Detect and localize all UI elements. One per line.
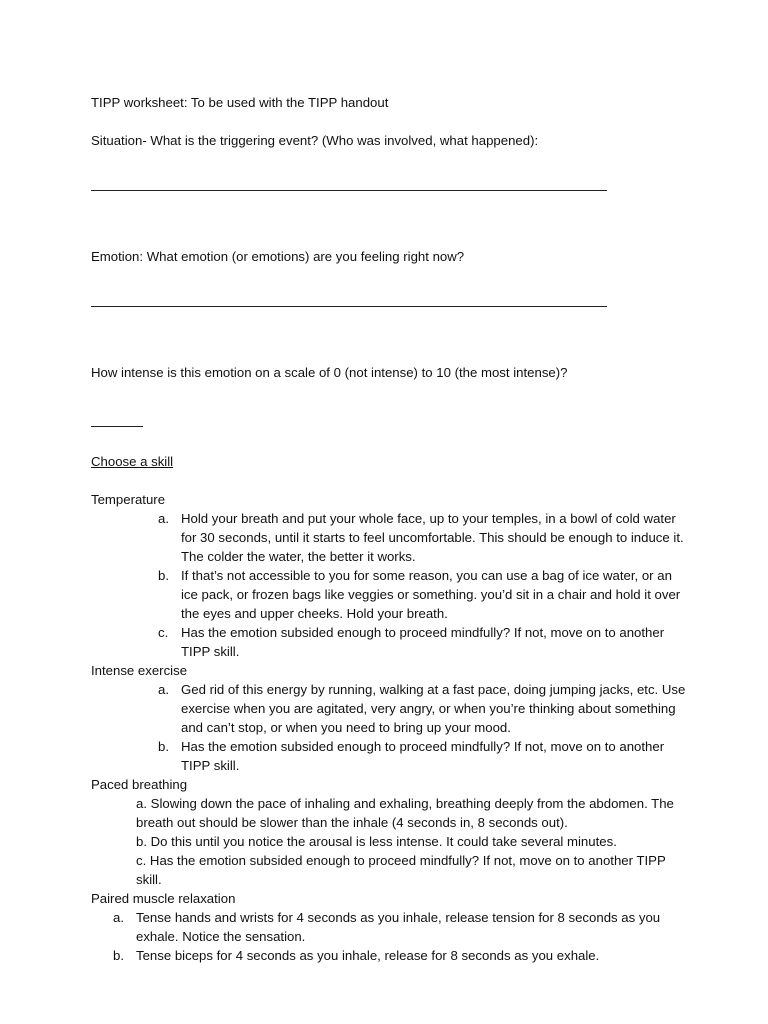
list-item [91,680,691,737]
list-item-text: Has the emotion subsided enough to proceed mindfully? If not, move on to another TIPP skill. [181,739,665,773]
list-marker: a. [158,511,169,526]
list-item: a. Slowing down the pace of inhaling and exhaling, breathing deeply from the abdomen. The breath out should be slower than the inhale (4 seconds in, 8 seconds out). [136,796,674,830]
list-item: c. Has the emotion subsided enough to proceed mindfully? If not, move on to another TIPP skill. [136,853,666,887]
choose-skill-heading: Choose a skill [91,454,174,469]
worksheet-title: TIPP worksheet: To be used with the TIPP handout [91,95,389,110]
list-item [91,509,691,566]
relaxation-list [91,908,691,965]
breathing-list [91,794,691,889]
list-item [91,908,691,946]
emotion-prompt: Emotion: What emotion (or emotions) are you feeling right now? [91,249,465,264]
list-item-text: Ged rid of this energy by running, walking at a fast pace, doing jumping jacks, etc. Use exercise when you are agitated, very angry, or when you’re thinking about something and can’t stop, or when you need to bring up your mood. [181,682,686,735]
emotion-answer-line [91,306,607,307]
list-marker: c. [158,625,169,640]
temperature-heading: Temperature [91,492,166,507]
list-item [91,623,691,661]
relaxation-heading: Paired muscle relaxation [91,891,236,906]
exercise-heading: Intense exercise [91,663,188,678]
list-item [91,737,691,775]
list-marker: b. [158,568,169,583]
list-item [91,566,691,623]
list-marker: b. [158,739,169,754]
list-item-text: If that’s not accessible to you for some reason, you can use a bag of ice water, or an ice pack, or frozen bags like veggies or something. you’d sit in a chair and hold it over the eyes and upper cheeks. Hold your breath. [181,568,681,621]
exercise-list [91,680,691,775]
list-item: b. Do this until you notice the arousal is less intense. It could take several minutes. [136,834,617,849]
list-item-text: Tense biceps for 4 seconds as you inhale, release for 8 seconds as you exhale. [136,948,600,963]
situation-answer-line [91,190,607,191]
list-marker: a. [158,682,169,697]
situation-prompt: Situation- What is the triggering event? (Who was involved, what happened): [91,133,539,148]
intensity-prompt: How intense is this emotion on a scale of 0 (not intense) to 10 (the most intense)? [91,365,568,380]
worksheet-page [91,93,691,965]
intensity-answer-line [91,426,143,427]
list-item-text: Has the emotion subsided enough to proceed mindfully? If not, move on to another TIPP skill. [181,625,665,659]
breathing-heading: Paced breathing [91,777,188,792]
list-marker: a. [113,910,124,925]
list-item-text: Tense hands and wrists for 4 seconds as you inhale, release tension for 8 seconds as you exhale. Notice the sensation. [136,910,661,944]
temperature-list [91,509,691,661]
list-item [91,946,691,965]
list-item-text: Hold your breath and put your whole face, up to your temples, in a bowl of cold water for 30 seconds, until it starts to feel uncomfortable. This should be enough to induce it. The colder the water, the better it works. [181,511,684,564]
list-marker: b. [113,948,124,963]
